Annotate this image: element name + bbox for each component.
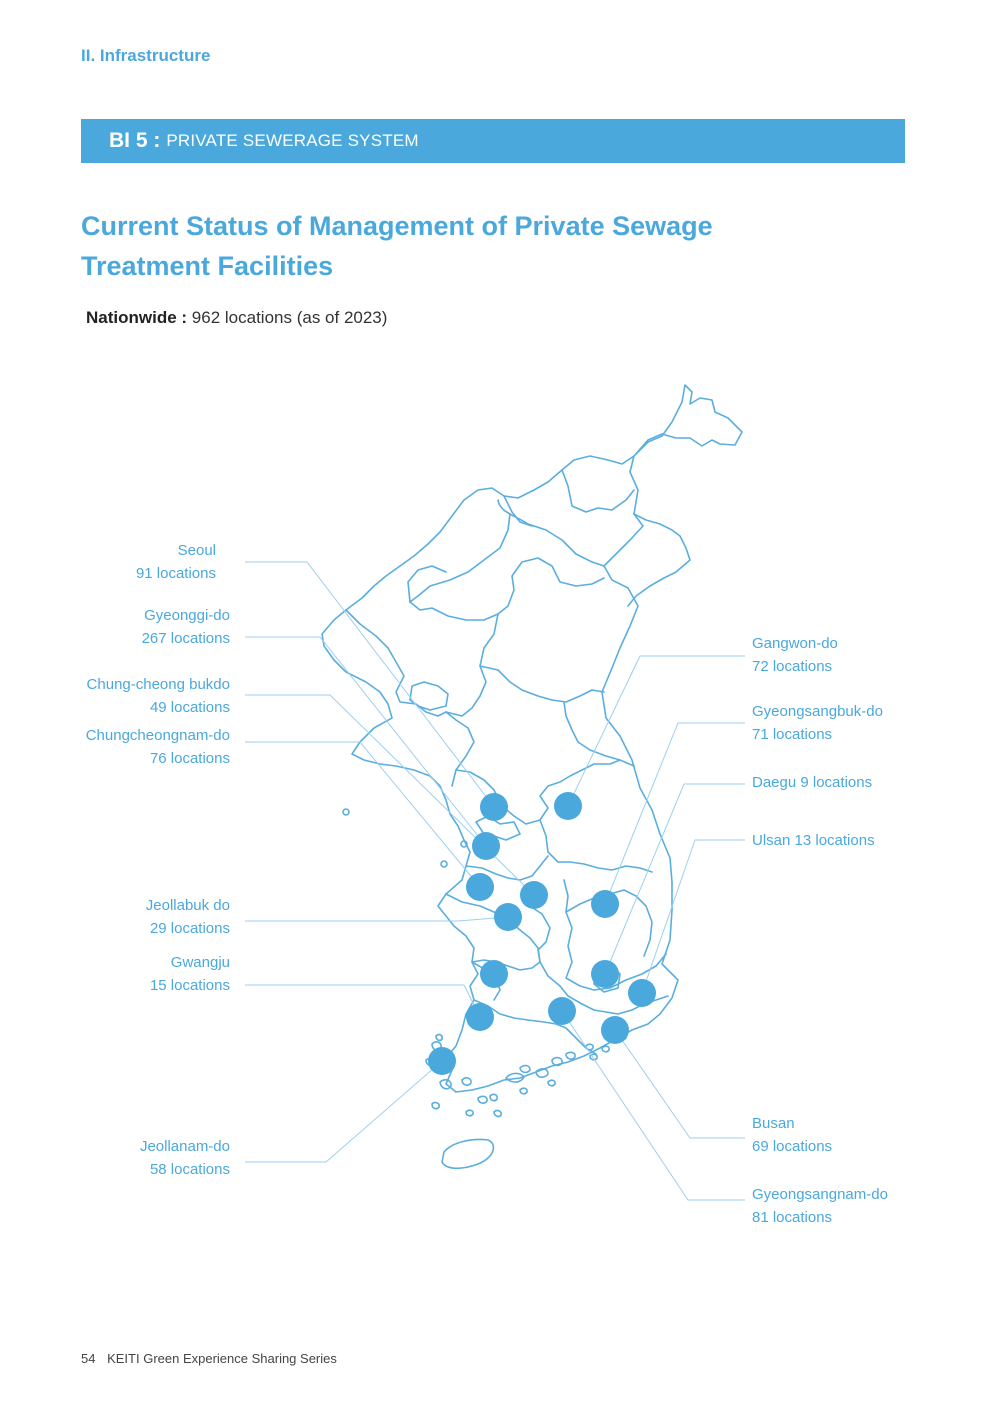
section-label: II. Infrastructure: [81, 46, 211, 65]
label-gangwon: [752, 632, 838, 678]
region-count: 71 locations: [752, 726, 833, 743]
marker-jeonbuk: [494, 903, 522, 931]
banner-code: BI 5 :: [109, 129, 161, 152]
label-gyeonggi: [142, 604, 230, 650]
leader-line-jeonnam: [245, 1061, 442, 1162]
region-name: Gwangju: [170, 954, 230, 971]
marker-jeonnam: [428, 1047, 456, 1075]
label-chungbuk: [87, 673, 230, 719]
marker-jeonbuk-south: [480, 960, 508, 988]
nationwide-value: 962 locations (as of 2023): [191, 308, 388, 327]
label-daegu: [752, 771, 872, 794]
marker-gyeonggi: [472, 832, 500, 860]
page-title: Current Status of Management of Private Sewage Treatment Facilities: [81, 211, 713, 281]
leader-line-gyeongnam: [562, 1011, 745, 1200]
label-gyeongbuk: [752, 700, 883, 746]
marker-chungnam: [466, 873, 494, 901]
label-ulsan: [752, 829, 875, 852]
page-number: 54: [81, 1351, 96, 1366]
region-name: Ulsan 13 locations: [752, 832, 875, 849]
region-count: 267 locations: [141, 630, 230, 647]
marker-gyeongnam: [548, 997, 576, 1025]
region-count: 72 locations: [752, 658, 833, 675]
leader-lines: [245, 562, 745, 1200]
leader-line-ulsan: [642, 840, 745, 993]
region-count: 49 locations: [149, 699, 230, 716]
region-count: 58 locations: [149, 1161, 230, 1178]
label-chungnam: [86, 724, 230, 770]
leader-line-gwangju: [245, 985, 480, 1017]
marker-daegu: [591, 960, 619, 988]
region-name: Gyeongsangbuk-do: [752, 703, 883, 720]
label-busan: [752, 1112, 832, 1158]
marker-gangwon: [554, 792, 582, 820]
marker-gwangju: [466, 1003, 494, 1031]
region-name: Busan: [752, 1115, 795, 1132]
region-name: Chung-cheong bukdo: [86, 676, 230, 693]
region-name: Seoul: [177, 542, 216, 559]
leader-line-gyeongbuk: [605, 723, 745, 904]
leader-line-chungnam: [245, 742, 480, 887]
page-footer: [81, 1351, 337, 1366]
region-name: Jeollabuk do: [145, 897, 230, 914]
label-gyeongnam: [752, 1183, 888, 1229]
region-count: 81 locations: [752, 1209, 833, 1226]
map-outline: [322, 385, 742, 1168]
marker-busan: [601, 1016, 629, 1044]
region-name: Gyeongsangnam-do: [752, 1186, 888, 1203]
region-count: 91 locations: [135, 565, 216, 582]
nationwide-label: Nationwide :: [86, 308, 188, 327]
leader-line-busan: [615, 1030, 745, 1138]
banner-title: PRIVATE SEWERAGE SYSTEM: [166, 131, 419, 150]
leader-line-jeonbuk: [245, 917, 508, 921]
marker-seoul: [480, 793, 508, 821]
leader-line-daegu: [605, 784, 745, 974]
region-count: 29 locations: [149, 920, 230, 937]
region-name: Gangwon-do: [752, 635, 838, 652]
label-gwangju: [150, 951, 230, 997]
marker-chungbuk: [520, 881, 548, 909]
label-jeonbuk: [146, 894, 230, 940]
region-count: 76 locations: [149, 750, 230, 767]
region-count: 69 locations: [752, 1138, 833, 1155]
region-count: 15 locations: [149, 977, 230, 994]
region-name: Chungcheongnam-do: [85, 727, 230, 744]
region-name: Jeollanam-do: [139, 1138, 230, 1155]
region-name: Daegu 9 locations: [752, 774, 873, 791]
region-name: Gyeonggi-do: [144, 607, 230, 624]
label-seoul: [136, 539, 216, 585]
series-title: KEITI Green Experience Sharing Series: [107, 1351, 337, 1366]
marker-gyeongbuk: [591, 890, 619, 918]
marker-ulsan: [628, 979, 656, 1007]
label-jeonnam: [140, 1135, 230, 1181]
